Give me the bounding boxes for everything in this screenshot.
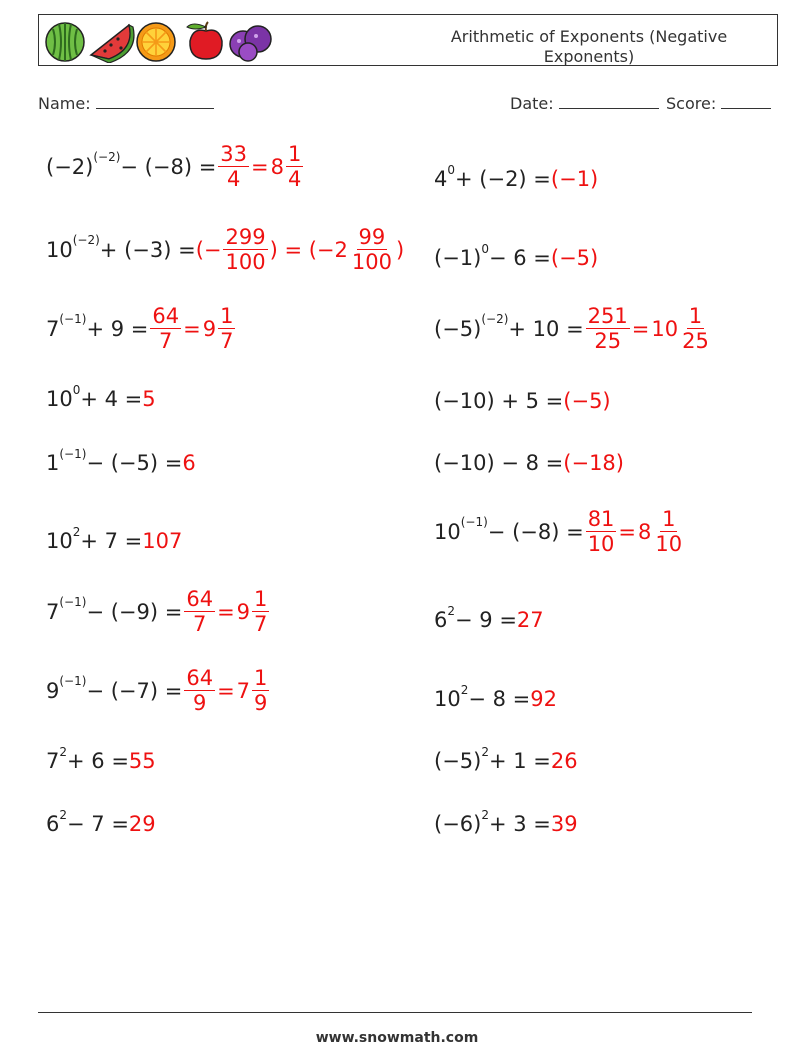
base: 6	[434, 608, 448, 632]
expression: − (−8) =	[487, 519, 584, 544]
base: 1	[46, 451, 60, 475]
expression: + (−3) =	[99, 237, 196, 262]
base: 10	[434, 519, 461, 544]
expression: + 6 =	[67, 749, 129, 773]
answer: 27	[516, 608, 544, 632]
problem-r5	[434, 453, 624, 474]
expression: + 3 =	[488, 812, 551, 836]
answer: 26	[550, 749, 578, 773]
base: 7	[46, 316, 60, 341]
numerator: 81	[587, 507, 615, 531]
fraction	[223, 226, 267, 274]
base: (−2)	[46, 154, 94, 179]
date-field	[510, 94, 659, 113]
date-label: Date:	[510, 94, 554, 113]
answer: (−5)	[563, 389, 611, 413]
whole-part: 8	[638, 519, 652, 544]
name-label: Name:	[38, 94, 91, 113]
exponent: (−1)	[59, 446, 87, 461]
answer	[182, 667, 271, 715]
denominator: 4	[288, 167, 302, 192]
expression: − 9 =	[455, 608, 517, 632]
numerator: 299	[225, 225, 266, 249]
problem-r7	[434, 603, 544, 632]
whole-part: 9	[236, 599, 251, 624]
problem-r6	[434, 508, 686, 556]
watermelon-icon	[46, 23, 84, 61]
exponent: 2	[447, 603, 456, 618]
answer: 107	[142, 529, 183, 553]
denominator: 100	[351, 250, 392, 275]
problem-l7	[46, 588, 271, 636]
exponent: (−2)	[93, 150, 121, 165]
numerator: 1	[254, 587, 268, 611]
expression: + 4 =	[80, 387, 143, 411]
denominator: 25	[682, 329, 709, 354]
answer: (−5)	[550, 246, 599, 270]
expression: + 10 =	[508, 316, 584, 341]
base: 10	[46, 387, 73, 411]
watermelon-slice-icon	[91, 25, 134, 63]
whole-part: 9	[202, 316, 217, 341]
expression: (−10) + 5 =	[434, 389, 564, 413]
base: 9	[46, 678, 60, 703]
expression: + 7 =	[80, 529, 143, 553]
fraction	[252, 667, 269, 715]
fraction	[653, 508, 684, 556]
numerator: 64	[186, 587, 214, 611]
denominator: 7	[254, 612, 268, 637]
exponent: (−1)	[59, 312, 87, 327]
base: 10	[46, 237, 73, 262]
numerator: 99	[358, 225, 386, 249]
expression: − 6 =	[488, 246, 551, 270]
base: 7	[46, 599, 60, 624]
equals: =	[217, 599, 235, 624]
expression: + (−2) =	[455, 167, 551, 191]
expression: − (−8) =	[120, 154, 217, 179]
numerator: 1	[220, 304, 234, 328]
worksheet-header	[38, 14, 778, 66]
answer: (−1)	[550, 167, 599, 191]
equals: =	[217, 678, 235, 703]
answer: 39	[550, 812, 578, 836]
exponent: 2	[72, 524, 81, 539]
denominator: 10	[587, 532, 615, 557]
score-blank[interactable]	[721, 94, 771, 109]
base: 10	[434, 687, 461, 711]
problem-l4	[46, 382, 156, 411]
score-field	[666, 94, 771, 113]
worksheet-title: Arithmetic of Exponents (Negative Exponents)	[450, 27, 728, 66]
denominator: 7	[193, 612, 207, 637]
fruit-icons	[43, 19, 273, 63]
paren-close: )	[395, 237, 405, 262]
denominator: 9	[193, 691, 207, 716]
exponent: 2	[460, 682, 469, 697]
fraction	[680, 305, 711, 353]
exponent: (−1)	[59, 674, 87, 689]
denominator: 7	[220, 329, 234, 354]
answer	[584, 305, 713, 353]
score-label: Score:	[666, 94, 717, 113]
exponent: 0	[72, 382, 81, 397]
fraction	[586, 305, 630, 353]
exponent: (−1)	[59, 595, 87, 610]
numerator: 1	[288, 142, 302, 166]
expression: (−10) − 8 =	[434, 451, 564, 475]
problem-l8	[46, 667, 271, 715]
exponent: 2	[59, 744, 68, 759]
base: 6	[46, 812, 60, 836]
denominator: 7	[159, 329, 173, 354]
mixed-prefix: ) = (−2	[269, 237, 348, 262]
apple-icon	[187, 22, 222, 59]
whole-part: 8	[270, 154, 285, 179]
equals: =	[183, 316, 201, 341]
base: (−1)	[434, 246, 482, 270]
problem-r1	[434, 162, 599, 191]
answer: 55	[128, 749, 156, 773]
expression: − 7 =	[67, 812, 129, 836]
problem-l3	[46, 305, 237, 353]
exponent: 0	[447, 162, 456, 177]
name-field	[38, 94, 214, 113]
answer: 6	[182, 451, 196, 475]
whole-part: 10	[651, 316, 679, 341]
problem-r10	[434, 807, 578, 836]
problem-l9	[46, 744, 156, 773]
denominator: 25	[594, 329, 622, 354]
answer: 5	[142, 387, 156, 411]
problem-l5	[46, 446, 196, 475]
base: (−6)	[434, 812, 482, 836]
problem-l1	[46, 143, 305, 191]
fraction	[218, 305, 235, 353]
answer	[196, 226, 404, 274]
base: 4	[434, 167, 448, 191]
problem-l10	[46, 807, 156, 836]
plums-icon	[230, 26, 271, 61]
numerator: 64	[186, 666, 214, 690]
problem-r4	[434, 391, 611, 412]
exponent: 0	[481, 241, 489, 256]
footer-url[interactable]: www.snowmath.com	[315, 1030, 479, 1046]
answer: (−18)	[563, 451, 624, 475]
fraction	[184, 667, 215, 715]
expression: − (−5) =	[86, 451, 183, 475]
fraction	[350, 226, 394, 274]
expression: − 8 =	[468, 687, 531, 711]
equals: =	[631, 316, 650, 341]
numerator: 64	[152, 304, 180, 328]
equals: =	[251, 154, 269, 179]
denominator: 10	[655, 532, 683, 557]
exponent: (−2)	[481, 312, 509, 327]
denominator: 9	[254, 691, 268, 716]
base: (−5)	[434, 749, 482, 773]
exponent: 2	[481, 744, 489, 759]
answer	[182, 588, 271, 636]
orange-slice-icon	[137, 23, 175, 61]
numerator: 1	[662, 507, 676, 531]
denominator: 4	[226, 167, 241, 192]
denominator: 100	[225, 250, 266, 275]
problem-r9	[434, 744, 578, 773]
numerator: 251	[587, 304, 628, 328]
exponent: 2	[481, 807, 489, 822]
equals: =	[618, 519, 637, 544]
answer	[216, 143, 305, 191]
problem-r8	[434, 682, 558, 711]
problem-r3	[434, 305, 713, 353]
numerator: 1	[254, 666, 268, 690]
name-blank[interactable]	[96, 94, 214, 109]
expression: − (−7) =	[86, 678, 183, 703]
expression: + 1 =	[488, 749, 551, 773]
fraction	[218, 143, 249, 191]
problem-r2	[434, 241, 599, 270]
fraction	[252, 588, 269, 636]
numerator: 1	[688, 304, 703, 328]
exponent: (−2)	[72, 233, 100, 248]
footer-divider	[38, 1012, 752, 1013]
date-blank[interactable]	[559, 94, 659, 109]
base: 10	[46, 529, 73, 553]
fraction	[150, 305, 181, 353]
fraction	[286, 143, 303, 191]
exponent: (−1)	[460, 515, 488, 530]
exponent: 2	[59, 807, 68, 822]
numerator: 33	[220, 142, 248, 166]
base: 7	[46, 749, 60, 773]
answer: 29	[128, 812, 156, 836]
paren-open: (−	[195, 237, 222, 262]
fraction	[184, 588, 215, 636]
problem-l6	[46, 524, 183, 553]
whole-part: 7	[236, 678, 251, 703]
fraction	[586, 508, 617, 556]
expression: − (−9) =	[86, 599, 183, 624]
expression: + 9 =	[86, 316, 149, 341]
base: (−5)	[434, 316, 482, 341]
answer: 92	[530, 687, 558, 711]
answer	[148, 305, 237, 353]
answer	[584, 508, 686, 556]
problem-l2	[46, 226, 404, 274]
